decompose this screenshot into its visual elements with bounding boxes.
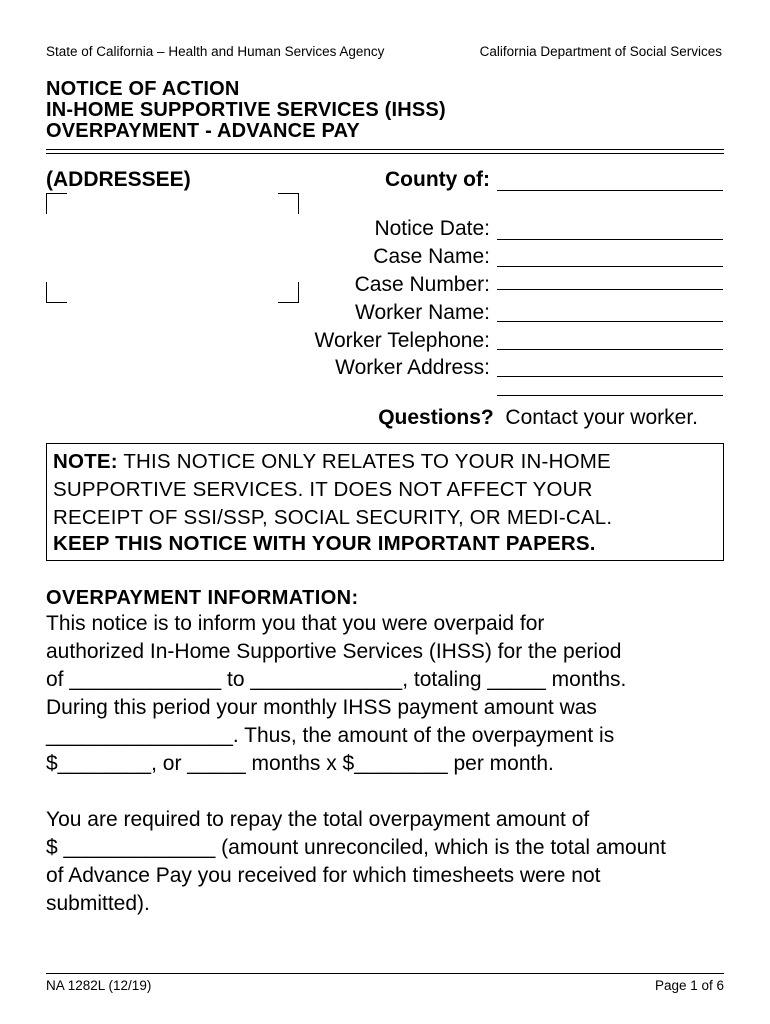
title-line-3: OVERPAYMENT - ADVANCE PAY: [46, 120, 360, 142]
case-number-field[interactable]: [497, 289, 723, 290]
note-label: NOTE:: [53, 450, 118, 473]
address-window-corner-top-left: [46, 193, 67, 214]
footer-divider: [46, 973, 724, 974]
overpayment-p1-line-3: of _____________ to _____________, totaling _____ months.: [46, 668, 627, 691]
overpayment-p2-line-2: $ _____________ (amount unreconciled, which is the total amount: [46, 836, 666, 859]
questions-text: Contact your worker.: [505, 406, 698, 429]
overpayment-p1-line-6: $________, or _____ months x $________ per month.: [46, 752, 554, 775]
title-divider-top: [46, 149, 724, 150]
worker-telephone-field[interactable]: [497, 349, 723, 350]
agency-header: State of California – Health and Human Services Agency: [46, 44, 385, 59]
note-line-2: SUPPORTIVE SERVICES. IT DOES NOT AFFECT YOUR: [53, 478, 593, 501]
title-line-1: NOTICE OF ACTION: [46, 78, 240, 100]
county-label: County of:: [385, 168, 490, 191]
worker-address-label: Worker Address:: [335, 356, 490, 379]
questions-line: [378, 406, 698, 430]
overpayment-p2-line-4: submitted).: [46, 892, 150, 915]
addressee-label: (ADDRESSEE): [46, 168, 191, 191]
worker-telephone-label: Worker Telephone:: [314, 329, 490, 352]
overpayment-p1-line-5: ________________. Thus, the amount of the overpayment is: [46, 724, 615, 747]
overpayment-p1-line-1: This notice is to inform you that you were overpaid for: [46, 612, 545, 635]
note-line-1: [53, 450, 611, 474]
notice-date-field[interactable]: [497, 239, 723, 240]
worker-name-label: Worker Name:: [355, 301, 490, 324]
department-header: California Department of Social Services: [479, 44, 722, 59]
worker-address-field-line-1[interactable]: [497, 376, 723, 377]
questions-label: Questions?: [378, 406, 494, 429]
address-window-corner-bottom-left: [46, 282, 67, 303]
title-divider-bottom: [46, 153, 724, 154]
overpayment-p1-line-2: authorized In-Home Supportive Services (IHSS) for the period: [46, 640, 622, 663]
note-line-3: RECEIPT OF SSI/SSP, SOCIAL SECURITY, OR MEDI-CAL.: [53, 506, 613, 529]
worker-name-field[interactable]: [497, 321, 723, 322]
note-line-4: KEEP THIS NOTICE WITH YOUR IMPORTANT PAPERS.: [53, 532, 596, 555]
worker-address-field-line-2[interactable]: [497, 395, 723, 396]
county-field[interactable]: [497, 190, 723, 191]
overpayment-heading: OVERPAYMENT INFORMATION:: [46, 587, 359, 609]
overpayment-p2-line-3: of Advance Pay you received for which timesheets were not: [46, 864, 601, 887]
case-number-label: Case Number:: [354, 273, 490, 296]
case-name-field[interactable]: [497, 266, 723, 267]
overpayment-p1-line-4: During this period your monthly IHSS payment amount was: [46, 696, 597, 719]
case-name-label: Case Name:: [373, 245, 490, 268]
address-window-corner-bottom-right: [278, 282, 299, 303]
note-text-1: THIS NOTICE ONLY RELATES TO YOUR IN-HOME: [123, 450, 611, 473]
form-number: NA 1282L (12/19): [46, 978, 152, 993]
page-number: Page 1 of 6: [654, 978, 724, 993]
overpayment-p2-line-1: You are required to repay the total overpayment amount of: [46, 808, 590, 831]
address-window-corner-top-right: [278, 193, 299, 214]
notice-date-label: Notice Date:: [374, 217, 490, 240]
title-line-2: IN-HOME SUPPORTIVE SERVICES (IHSS): [46, 99, 446, 121]
